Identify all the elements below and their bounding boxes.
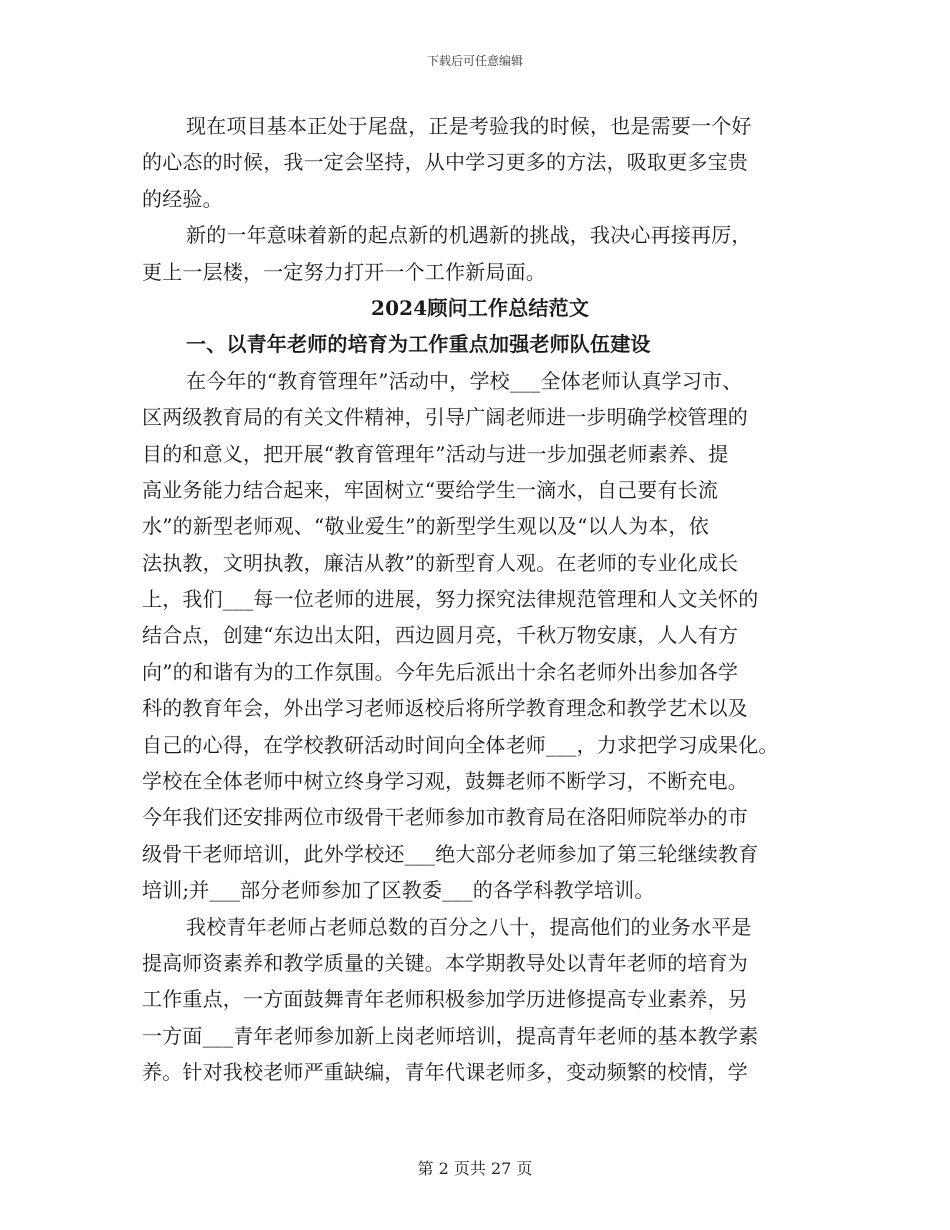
paragraph-line: 在今年的“教育管理年”活动中，学校___全体老师认真学习市、	[186, 368, 743, 393]
paragraph-line: 向”的和谐有为的工作氛围。今年先后派出十余名老师外出参加各学	[142, 659, 739, 684]
paragraph-line: 上，我们___每一位老师的进展，努力探究法律规范管理和人文关怀的	[142, 587, 759, 612]
paragraph-line: 区两级教育局的有关文件精神，引导广阔老师进一步明确学校管理的	[142, 405, 748, 430]
paragraph-line: 新的一年意味着新的起点新的机遇新的挑战，我决心再接再厉，	[186, 223, 752, 248]
paragraph-line: 高业务能力结合起来，牢固树立“要给学生一滴水，自己要有长流	[142, 477, 719, 502]
paragraph-line: 我校青年老师占老师总数的百分之八十，提高他们的业务水平是	[186, 914, 752, 939]
paragraph-line: 结合点，创建“东边出太阳，西边圆月亮，千秋万物安康，人人有方	[142, 623, 739, 648]
paragraph-line: 今年我们还安排两位市级骨干老师参加市教育局在洛阳师院举办的市	[142, 805, 748, 830]
paragraph-line: 的经验。	[142, 186, 223, 211]
document-title: 2024顾问工作总结范文	[370, 295, 590, 320]
paragraph-line: 更上一层楼，一定努力打开一个工作新局面。	[142, 259, 546, 284]
page-number: 第 2 页共 27 页	[417, 1159, 533, 1178]
paragraph-line: 水”的新型老师观、“敬业爱生”的新型学生观以及“以人为本，依	[142, 514, 709, 539]
paragraph-line: 培训;并___部分老师参加了区教委___的各学科教学培训。	[142, 878, 655, 903]
paragraph-line: 一方面___青年老师参加新上岗老师培训，提高青年老师的基本教学素	[142, 1023, 759, 1048]
paragraph-line: 提高师资素养和教学质量的关键。本学期教导处以青年老师的培育为	[142, 950, 748, 975]
paragraph-line: 级骨干老师培训，此外学校还___绝大部分老师参加了第三轮继续教育	[142, 841, 759, 866]
paragraph-line: 法执教，文明执教，廉洁从教”的新型育人观。在老师的专业化成长	[142, 550, 739, 575]
paragraph-line: 现在项目基本正处于尾盘，正是考验我的时候，也是需要一个好	[186, 114, 752, 138]
section-heading: 一、以青年老师的培育为工作重点加强老师队伍建设	[186, 332, 651, 357]
document-body	[142, 108, 818, 1091]
paragraph-line: 目的和意义，把开展“教育管理年”活动与进一步加强老师素养、提	[142, 441, 729, 466]
paragraph-line: 养。针对我校老师严重缺编，青年代课老师多，变动频繁的校情，学	[142, 1060, 748, 1085]
paragraph-line: 工作重点，一方面鼓舞青年老师积极参加学历进修提高专业素养，另	[142, 987, 748, 1012]
paragraph-line: 学校在全体老师中树立终身学习观，鼓舞老师不断学习，不断充电。	[142, 769, 748, 794]
header-note: 下载后可任意编辑	[426, 54, 523, 68]
paragraph-line: 自己的心得，在学校教研活动时间向全体老师___，力求把学习成果化。	[142, 732, 779, 757]
paragraph-line: 科的教育年会，外出学习老师返校后将所学教育理念和教学艺术以及	[142, 696, 748, 721]
paragraph-line: 的心态的时候，我一定会坚持，从中学习更多的方法，吸取更多宝贵	[142, 150, 748, 175]
